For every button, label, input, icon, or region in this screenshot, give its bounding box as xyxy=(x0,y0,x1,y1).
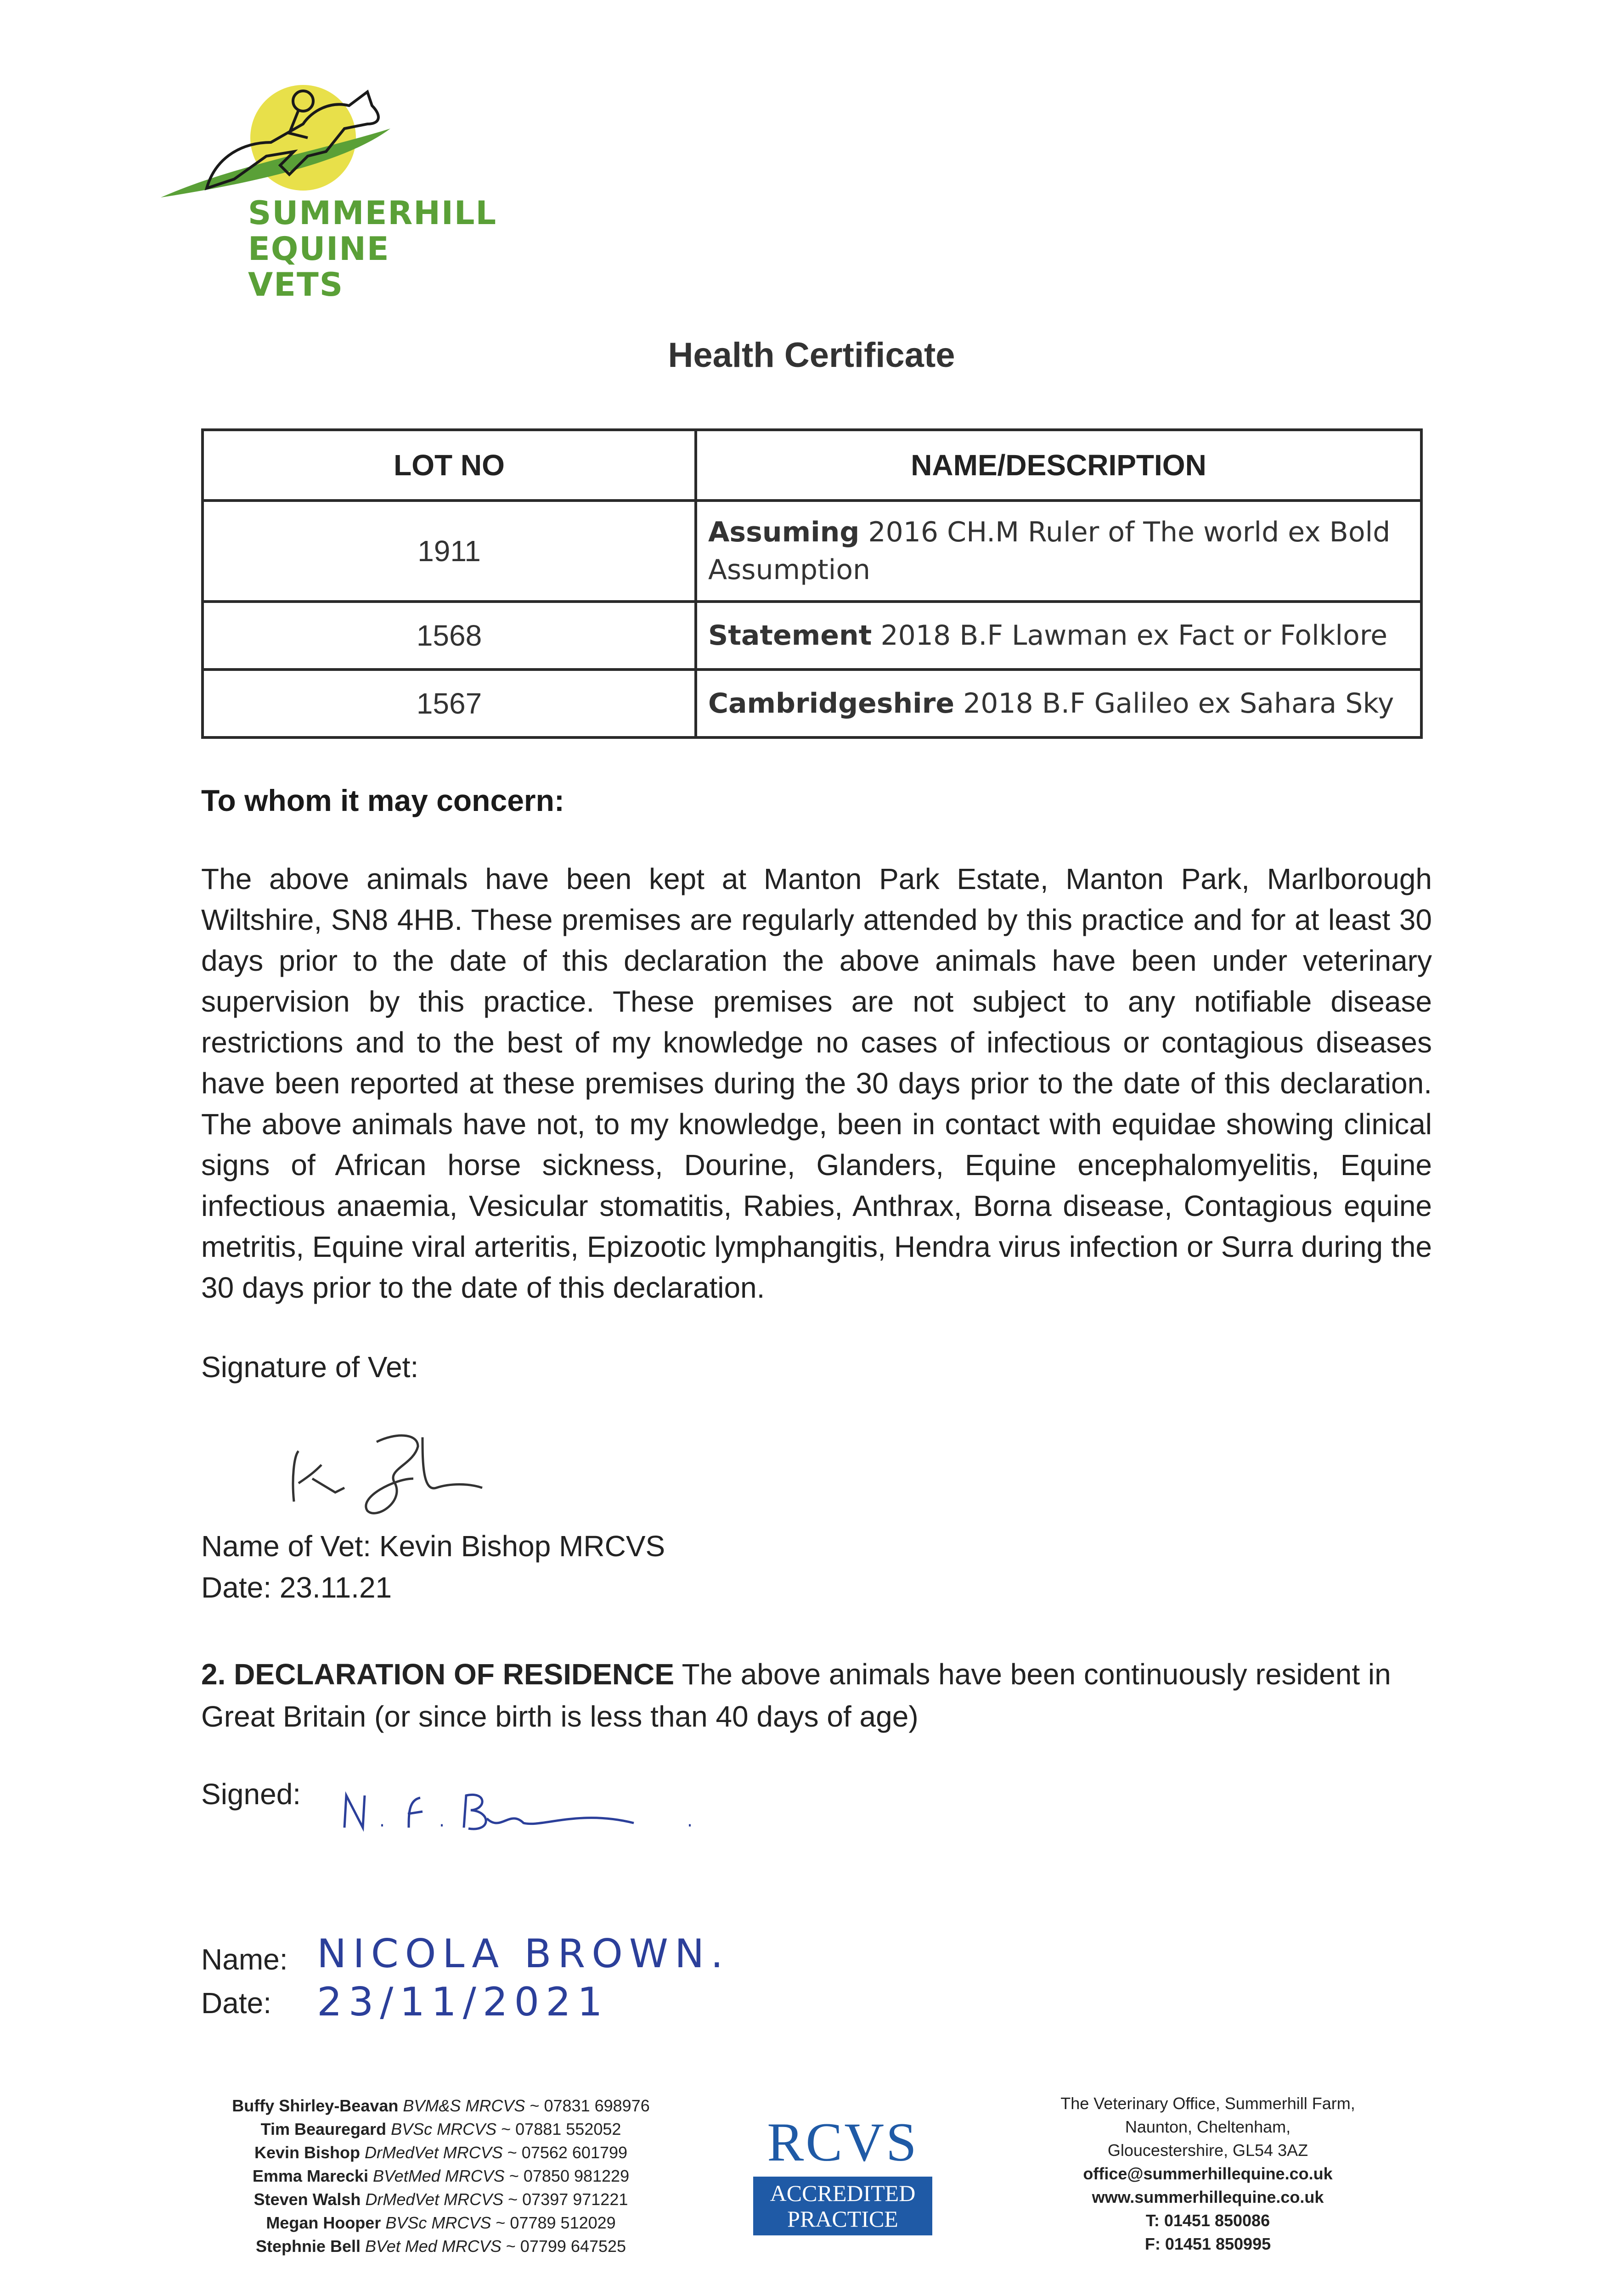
vet-signature-label: Signature of Vet: xyxy=(201,1351,419,1384)
list-item: Stephnie Bell BVet Med MRCVS ~ 07799 647525 xyxy=(255,2237,626,2256)
salutation: To whom it may concern: xyxy=(201,783,564,817)
signed-label: Signed: xyxy=(201,1778,301,1811)
horse-jumper-icon xyxy=(152,73,482,202)
address-line: The Veterinary Office, Summerhill Farm, xyxy=(1060,2094,1355,2113)
vet-date: Date: 23.11.21 xyxy=(201,1571,392,1604)
horse-name: Cambridgeshire xyxy=(708,687,955,720)
horse-details: 2018 B.F Galileo ex Sahara Sky xyxy=(963,687,1394,720)
table-row xyxy=(203,670,1421,737)
owner-signature xyxy=(340,1782,716,1846)
horse-details: 2016 CH.M Ruler of The world ex Bold Assumption xyxy=(708,516,1391,586)
column-header-name: NAME/DESCRIPTION xyxy=(696,430,1421,501)
list-item: Steven Walsh DrMedVet MRCVS ~ 07397 971221 xyxy=(254,2190,628,2209)
horse-description xyxy=(696,501,1421,602)
lot-number: 1568 xyxy=(203,602,696,670)
lot-number: 1911 xyxy=(203,501,696,602)
list-item: Emma Marecki BVetMed MRCVS ~ 07850 981229 xyxy=(252,2167,630,2185)
table-row xyxy=(203,602,1421,670)
page-title: Health Certificate xyxy=(668,336,955,375)
list-item: Tim Beauregard BVSc MRCVS ~ 07881 552052 xyxy=(260,2120,621,2138)
horse-details: 2018 B.F Lawman ex Fact or Folklore xyxy=(880,619,1388,652)
declaration-text: The above animals have been kept at Manton Park Estate, Manton Park, Marlborough Wiltshire, SN8 4HB. These premises are regularly attended by this practice and for at least 30 days prior to the date of this declaration the above animals have been under veterinary supervision by this practice. These premises are not subject to any notifiable disease restrictions and to the best of my knowledge no cases of infectious or contagious diseases have been reported at these premises during the 30 days prior to the date of this declaration. The above animals have not, to my knowledge, been in contact with equidae showing clinical signs of African horse sickness, Dourine, Glanders, Equine encephalomyelitis, Equine infectious anaemia, Vesicular stomatitis, Rabies, Anthrax, Borna disease, Contagious equine metritis, Equine viral arteritis, Epizootic lymphangitis, Hendra virus infection or Surra during the 30 days prior to the date of this declaration. xyxy=(201,862,1432,1304)
owner-name-handwritten: NICOLA BROWN. xyxy=(317,1931,730,1977)
horse-name: Assuming xyxy=(708,516,860,548)
list-item: Buffy Shirley-Beavan BVM&S MRCVS ~ 07831 698976 xyxy=(232,2096,650,2115)
lot-number: 1567 xyxy=(203,670,696,737)
table-header-row xyxy=(203,430,1421,501)
address-line: Gloucestershire, GL54 3AZ xyxy=(1107,2141,1308,2160)
vet-list xyxy=(165,2094,716,2258)
column-header-lot: LOT NO xyxy=(203,430,696,501)
residence-text: The above animals have been continuously resident in Great Britain (or since birth is less than 40 days of age) xyxy=(201,1658,1391,1733)
list-item: Megan Hooper BVSc MRCVS ~ 07789 512029 xyxy=(266,2213,616,2232)
residence-heading: 2. DECLARATION OF RESIDENCE xyxy=(201,1658,674,1691)
table-row xyxy=(203,501,1421,602)
name-label: Name: xyxy=(201,1943,288,1976)
owner-date-handwritten: 23/11/2021 xyxy=(317,1979,609,2025)
date-label: Date: xyxy=(201,1986,271,2020)
rcvs-line-2: PRACTICE xyxy=(787,2206,898,2232)
email-link[interactable]: office@summerhillequine.co.uk xyxy=(1083,2164,1333,2183)
logo-line-2: EQUINE VETS xyxy=(248,230,390,304)
horse-name: Statement xyxy=(708,619,872,652)
vet-name: Name of Vet: Kevin Bishop MRCVS xyxy=(201,1530,665,1563)
logo-line-1: SUMMERHILL xyxy=(248,194,497,232)
rcvs-accreditation-logo xyxy=(753,2112,932,2250)
horse-description xyxy=(696,602,1421,670)
rcvs-line-1: ACCREDITED xyxy=(770,2180,916,2206)
lots-table xyxy=(201,428,1423,739)
telephone: T: 01451 850086 xyxy=(1145,2211,1270,2230)
horse-description xyxy=(696,670,1421,737)
rcvs-banner xyxy=(753,2177,932,2235)
rcvs-mark: RCVS xyxy=(767,2111,919,2172)
vet-signature xyxy=(285,1414,496,1525)
fax: F: 01451 850995 xyxy=(1144,2234,1271,2253)
address-line: Naunton, Cheltenham, xyxy=(1125,2117,1291,2136)
practice-logo xyxy=(152,73,497,304)
residence-declaration xyxy=(201,1653,1441,1738)
website-link[interactable]: www.summerhillequine.co.uk xyxy=(1092,2188,1324,2206)
practice-address xyxy=(1001,2092,1414,2256)
list-item: Kevin Bishop DrMedVet MRCVS ~ 07562 601799 xyxy=(254,2143,628,2162)
